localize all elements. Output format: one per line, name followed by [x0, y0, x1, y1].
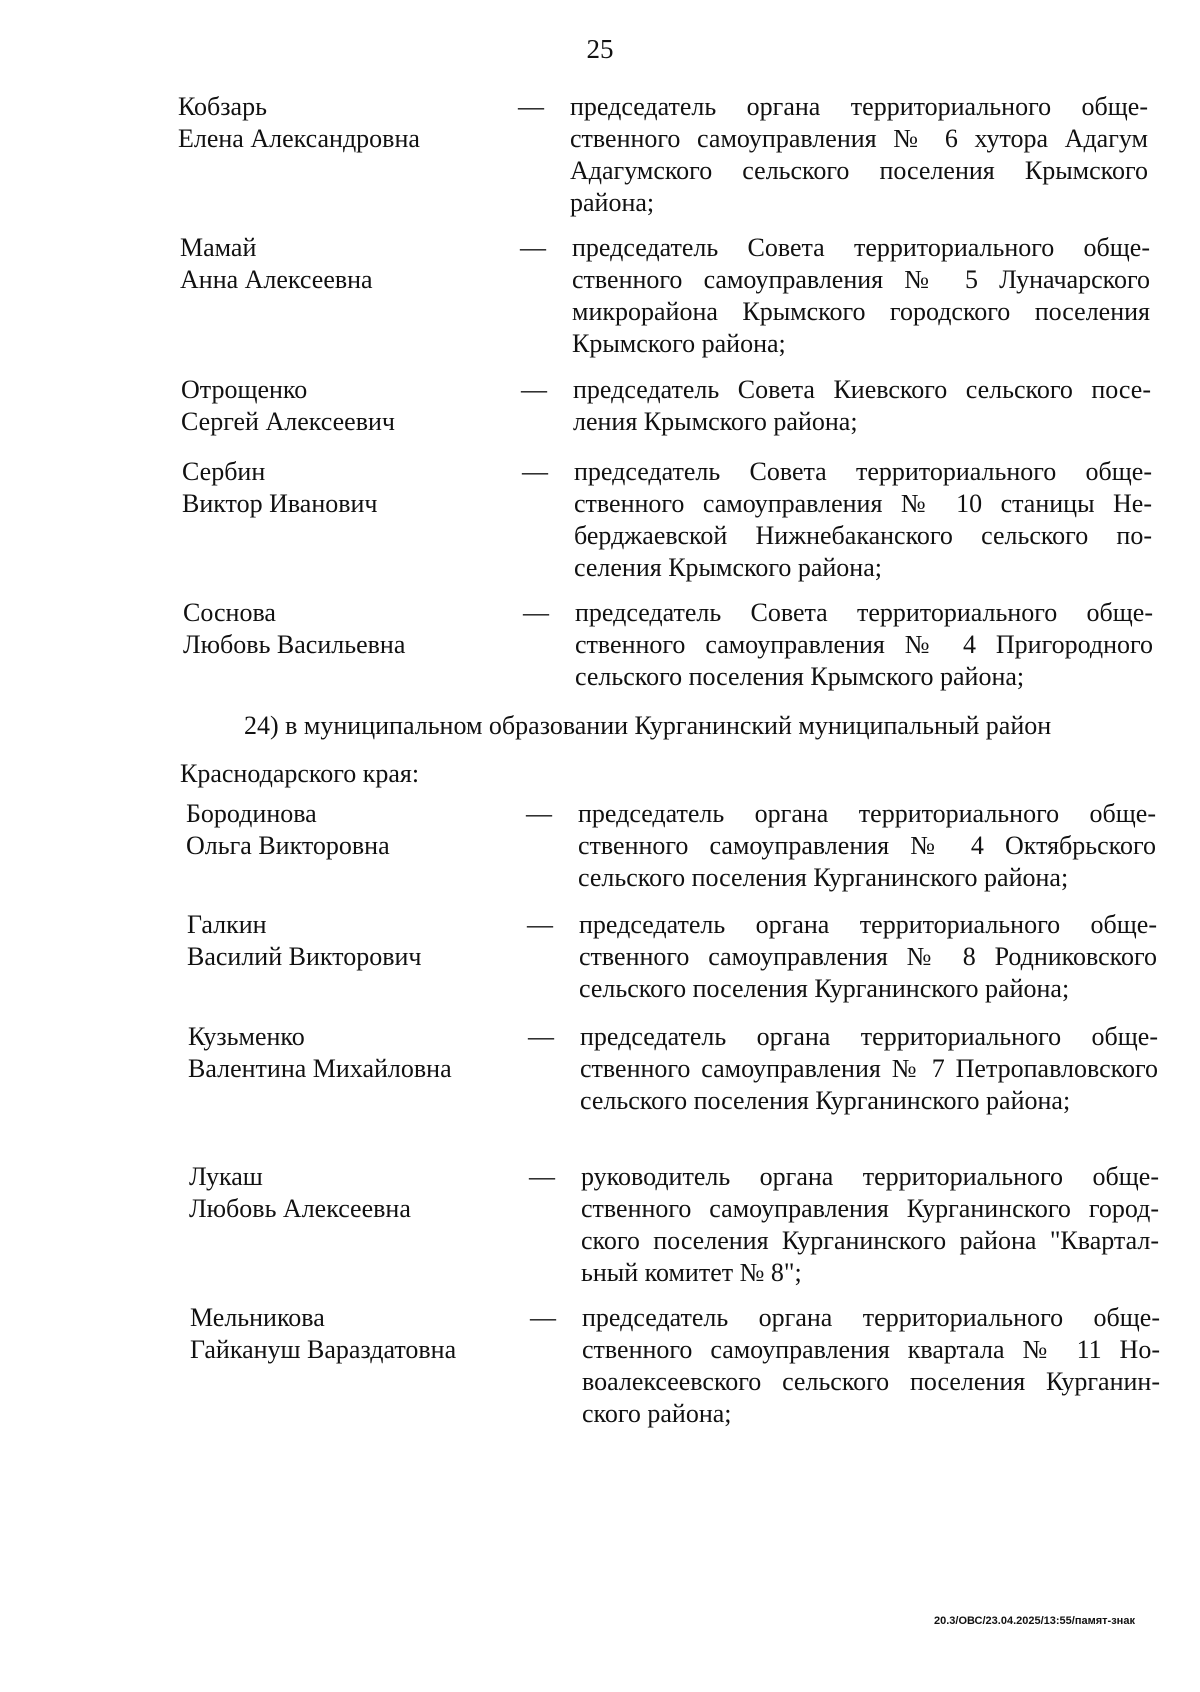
position-description: председатель органа территориального общественного самоуправления № 6 хутора Адагум Адагумского сельского поселения Крымского района; — [570, 92, 1148, 217]
person-name — [186, 798, 516, 862]
position-description: председатель Совета территориального общественного самоуправления № 4 Пригородного сельского поселения Крымского района; — [575, 598, 1153, 691]
dash-separator: — — [521, 375, 547, 404]
given-names: Анна Алексеевна — [180, 265, 373, 294]
person-name — [190, 1302, 520, 1366]
dash-separator: — — [526, 799, 552, 828]
dash-separator: — — [527, 910, 553, 939]
given-names: Валентина Михайловна — [188, 1054, 452, 1083]
dash-separator: — — [529, 1162, 555, 1191]
person-name — [187, 909, 517, 973]
surname: Бородинова — [186, 799, 317, 828]
position-description: руководитель органа территориального общественного самоуправления Курганинского городского поселения Курганинского района "Квартальный комитет № 8"; — [581, 1162, 1159, 1287]
surname: Мамай — [180, 233, 257, 262]
dash-separator: — — [528, 1022, 554, 1051]
given-names: Василий Викторович — [187, 942, 422, 971]
person-name — [180, 232, 510, 296]
surname: Кобзарь — [178, 92, 267, 121]
position-description: председатель Совета Киевского сельского поселения Крымского района; — [573, 375, 1151, 436]
person-name — [183, 597, 513, 661]
position-description: председатель органа территориального общественного самоуправления квартала № 11 Новоалексеевского сельского поселения Курганинского района; — [582, 1303, 1160, 1428]
given-names: Гайкануш Вараздатовна — [190, 1335, 457, 1364]
section-heading-line: 24) в муниципальном образовании Курганинский муниципальный район — [244, 711, 1052, 740]
dash-separator: — — [530, 1303, 556, 1332]
document-code: 20.3/ОВС/23.04.2025/13:55/памят-знак — [934, 1615, 1135, 1627]
surname: Сербин — [182, 457, 266, 486]
given-names: Ольга Викторовна — [186, 831, 390, 860]
surname: Мельникова — [190, 1303, 325, 1332]
person-name — [189, 1161, 519, 1225]
given-names: Виктор Иванович — [182, 489, 378, 518]
position-description: председатель органа территориального общественного самоуправления № 4 Октябрьского сельского поселения Курганинского района; — [578, 799, 1156, 892]
person-name — [181, 374, 511, 438]
surname: Кузьменко — [188, 1022, 305, 1051]
dash-separator: — — [523, 598, 549, 627]
person-name — [188, 1021, 518, 1085]
person-name — [178, 91, 508, 155]
surname: Галкин — [187, 910, 267, 939]
given-names: Любовь Алексеевна — [189, 1194, 411, 1223]
given-names: Любовь Васильевна — [183, 630, 406, 659]
dash-separator: — — [520, 233, 546, 262]
page-number: 25 — [586, 34, 614, 64]
surname: Отрощенко — [181, 375, 308, 404]
section-heading-line: Краснодарского края: — [180, 759, 420, 788]
surname: Лукаш — [189, 1162, 263, 1191]
dash-separator: — — [522, 457, 548, 486]
given-names: Сергей Алексеевич — [181, 407, 395, 436]
surname: Соснова — [183, 598, 276, 627]
given-names: Елена Александровна — [178, 124, 420, 153]
position-description: председатель органа территориального общественного самоуправления № 8 Родниковского сельского поселения Курганинского района; — [579, 910, 1157, 1003]
position-description: председатель органа территориального общественного самоуправления № 7 Петропавловского сельского поселения Курганинского района; — [580, 1022, 1158, 1115]
person-name — [182, 456, 512, 520]
position-description: председатель Совета территориального общественного самоуправления № 10 станицы Неберджаевской Нижнебаканского сельского поселения Крымского района; — [574, 457, 1152, 582]
position-description: председатель Совета территориального общественного самоуправления № 5 Луначарского микрорайона Крымского городского поселения Крымского района; — [572, 233, 1150, 358]
dash-separator: — — [518, 92, 544, 121]
